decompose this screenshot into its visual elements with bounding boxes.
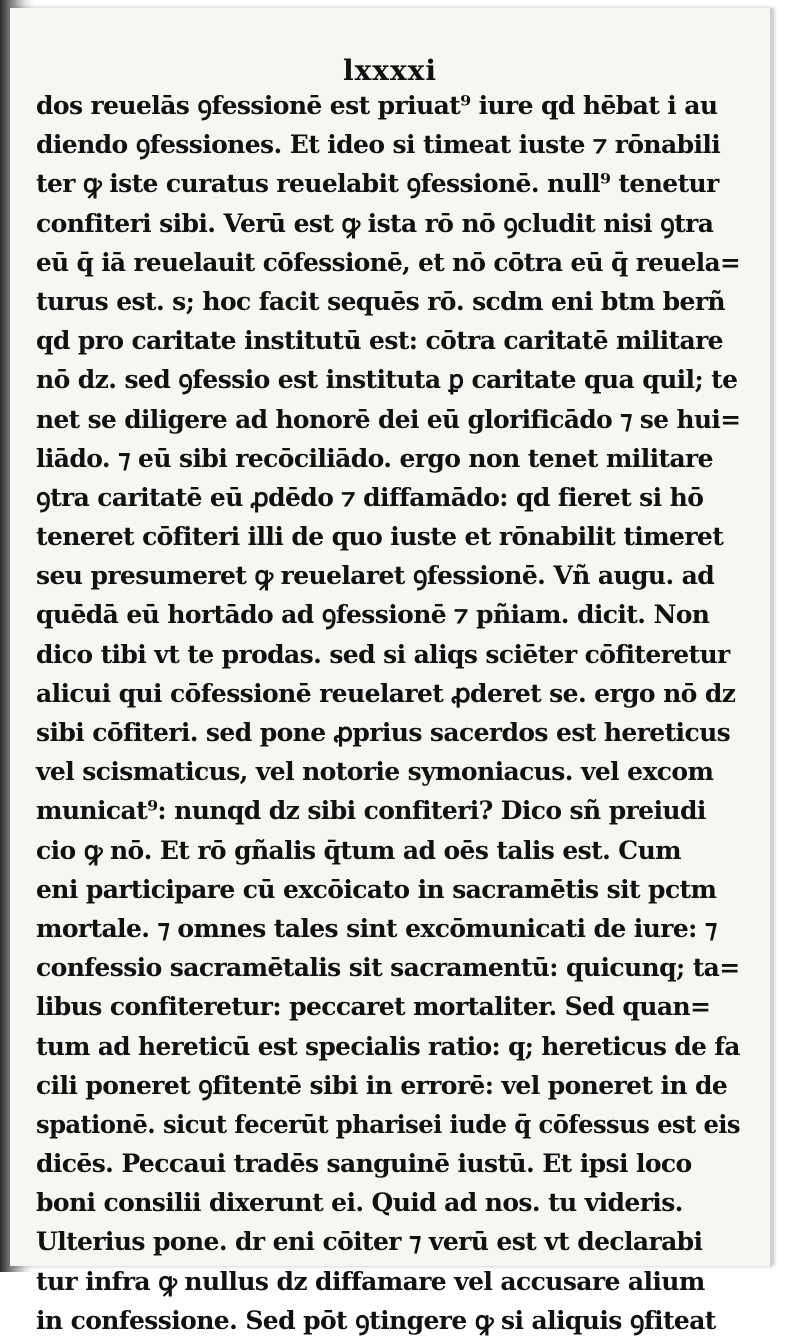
folio-number: lxxxxi bbox=[342, 54, 438, 87]
text-line: dico tibi vt te prodas. sed si aliqs sciēter cōfiteretur bbox=[36, 639, 730, 669]
text-line: eū q̄ iā reuelauit cōfessionē, et nō cōtra eū q̄ reuela= bbox=[36, 247, 741, 277]
text-line: dos reuelās ꝯfessionē est priuat⁹ iure qd hēbat i au bbox=[36, 91, 718, 120]
text-line: diendo ꝯfessiones. Et ideo si timeat iuste ⁊ rōnabili bbox=[36, 130, 721, 160]
text-line: cio ꝙ nō. Et rō gñalis q̄tum ad oēs talis est. Cum bbox=[36, 835, 682, 865]
text-line: boni consilii dixerunt ei. Quid ad nos. tu videris. bbox=[36, 1188, 683, 1218]
text-line: dicēs. Peccaui tradēs sanguinē iustū. Et ipsi loco bbox=[36, 1149, 692, 1179]
text-line: liādo. ⁊ eū sibi recōciliādo. ergo non tenet militare bbox=[36, 443, 713, 473]
text-line: tum ad hereticū est specialis ratio: q; hereticus de fa bbox=[36, 1031, 740, 1061]
text-line: nō dz. sed ꝯfessio est instituta ꝑ caritate qua quil; te bbox=[36, 365, 738, 395]
text-line: spationē. sicut fecerūt pharisei iude q̄ cōfessus est eis bbox=[36, 1109, 740, 1139]
text-line: qd pro caritate institutū est: cōtra caritatē militare bbox=[36, 326, 723, 356]
text-line: cili poneret ꝯfitentē sibi in errorē: vel poneret in de bbox=[36, 1070, 728, 1100]
text-line: eni participare cū excōicato in sacramētis sit pctm bbox=[36, 874, 717, 904]
text-line: municat⁹: nunqd dz sibi confiteri? Dico sñ preiudi bbox=[36, 796, 706, 826]
text-line: ter ꝙ iste curatus reuelabit ꝯfessionē. null⁹ tenetur bbox=[36, 169, 719, 199]
text-line: seu presumeret ꝙ reuelaret ꝯfessionē. Vñ augu. ad bbox=[36, 561, 715, 591]
text-line: vel scismaticus, vel notorie symoniacus. vel excom bbox=[36, 757, 714, 787]
text-line: in confessione. Sed pōt ꝯtingere ꝙ si aliquis ꝯfiteat bbox=[36, 1305, 716, 1335]
text-line: teneret cōfiteri illi de quo iuste et rōnabilit timeret bbox=[36, 522, 724, 552]
text-line: turus est. s; hoc facit sequēs rō. scdm eni btm berñ bbox=[36, 286, 726, 316]
text-block bbox=[36, 86, 740, 1340]
text-line: confiteri sibi. Verū est ꝙ ista rō nō ꝯcludit nisi ꝯtra bbox=[36, 208, 714, 238]
text-line: tur infra ꝙ nullus dz diffamare vel accusare alium bbox=[36, 1266, 705, 1296]
book-leaf bbox=[10, 8, 772, 1335]
text-line: ꝯtra caritatē eū ꝓdēdo ⁊ diffamādo: qd fieret si hō bbox=[36, 482, 704, 512]
text-line: alicui qui cōfessionē reuelaret ꝓderet se. ergo nō dz bbox=[36, 678, 736, 708]
text-line: Ulterius pone. dr eni cōiter ⁊ verū est vt declarabi bbox=[36, 1227, 703, 1257]
text-line: net se diligere ad honorē dei eū glorificādo ⁊ se hui= bbox=[36, 404, 741, 434]
text-line: quēdā eū hortādo ad ꝯfessionē ⁊ pñiam. dicit. Non bbox=[36, 600, 710, 630]
text-line: libus confiteretur: peccaret mortaliter. Sed quan= bbox=[36, 992, 711, 1022]
text-line: sibi cōfiteri. sed pone ꝓprius sacerdos est hereticus bbox=[36, 718, 731, 747]
text-line: confessio sacramētalis sit sacramentū: quicunq; ta= bbox=[36, 953, 740, 983]
text-line: mortale. ⁊ omnes tales sint excōmunicati de iure: ⁊ bbox=[36, 913, 717, 943]
